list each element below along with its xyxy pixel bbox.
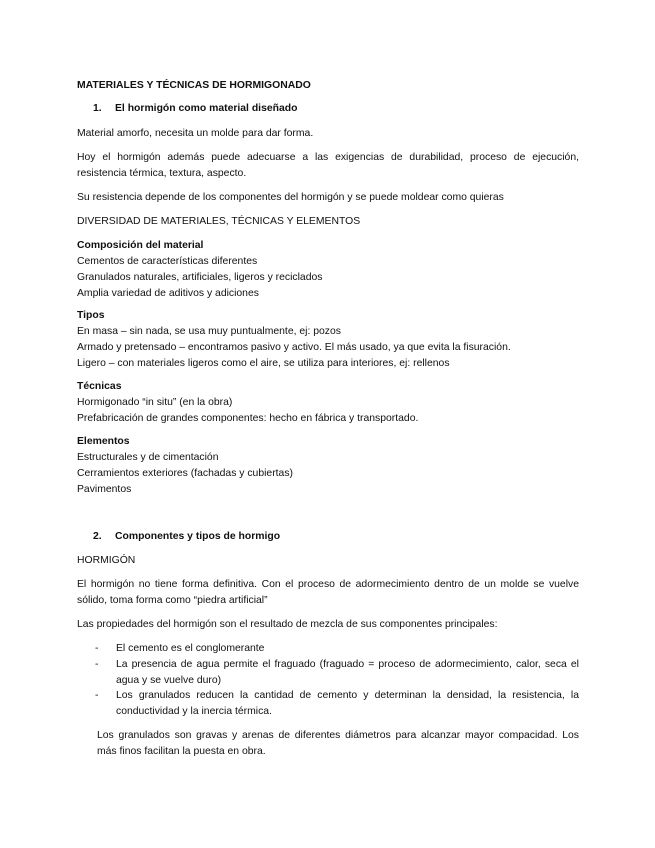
paragraph-line: sólido, toma forma como “piedra artificial” — [77, 595, 268, 606]
group-heading: Composición del material — [77, 240, 204, 251]
subsection-title: DIVERSIDAD DE MATERIALES, TÉCNICAS Y ELEMENTOS — [77, 216, 361, 227]
document-title: MATERIALES Y TÉCNICAS DE HORMIGONADO — [77, 80, 311, 91]
list-item: En masa – sin nada, se usa muy puntualmente, ej: pozos — [77, 326, 341, 337]
list-item: Hormigonado “in situ” (en la obra) — [77, 397, 233, 408]
paragraph-line: resistencia térmica, textura, aspecto. — [77, 168, 247, 179]
section-2-heading — [93, 529, 280, 545]
bullet-dash: - — [95, 690, 99, 701]
bullet-dash: - — [95, 643, 99, 654]
paragraph-line: más finos facilitan la puesta en obra. — [97, 746, 266, 757]
list-item: Ligero – con materiales ligeros como el aire, se utiliza para interiores, ej: rellenos — [77, 358, 450, 369]
bullet-dash: - — [95, 659, 99, 670]
bullet-item: La presencia de agua permite el fraguado (fraguado = proceso de adormecimiento, calor, seca el — [116, 659, 579, 670]
bullet-item-continuation: conductividad y la inercia térmica. — [116, 706, 272, 717]
list-item: Prefabricación de grandes componentes: hecho en fábrica y transportado. — [77, 413, 419, 424]
list-item: Amplia variedad de aditivos y adiciones — [77, 288, 259, 299]
paragraph-line: Hoy el hormigón además puede adecuarse a las exigencias de durabilidad, proceso de ejecución, — [77, 152, 579, 163]
section-1-title: El hormigón como material diseñado — [115, 103, 298, 114]
paragraph: Las propiedades del hormigón son el resultado de mezcla de sus componentes principales: — [77, 619, 498, 630]
list-item: Pavimentos — [77, 484, 132, 495]
list-item: Cerramientos exteriores (fachadas y cubiertas) — [77, 468, 293, 479]
paragraph-line: El hormigón no tiene forma definitiva. Con el proceso de adormecimiento dentro de un molde se vuelve — [77, 579, 579, 590]
list-item: Armado y pretensado – encontramos pasivo y activo. El más usado, ya que evita la fisuración. — [77, 342, 511, 353]
section-2-title: Componentes y tipos de hormigo — [115, 531, 281, 542]
paragraph: Material amorfo, necesita un molde para dar forma. — [77, 128, 314, 139]
list-item: Cementos de características diferentes — [77, 256, 258, 267]
paragraph-line: Los granulados son gravas y arenas de diferentes diámetros para alcanzar mayor compacidad. Los — [97, 730, 579, 741]
bullet-item: El cemento es el conglomerante — [116, 643, 265, 654]
list-item: Estructurales y de cimentación — [77, 452, 219, 463]
section-2-number: 2. — [93, 531, 102, 542]
group-heading: Tipos — [77, 310, 105, 321]
group-heading: Técnicas — [77, 381, 122, 392]
paragraph: Su resistencia depende de los componentes del hormigón y se puede moldear como quieras — [77, 192, 504, 203]
section-1-heading — [93, 101, 297, 117]
bullet-item: Los granulados reducen la cantidad de cemento y determinan la densidad, la resistencia, la — [116, 690, 579, 701]
group-heading: Elementos — [77, 436, 130, 447]
list-item: Granulados naturales, artificiales, ligeros y reciclados — [77, 272, 323, 283]
subsection-title: HORMIGÓN — [77, 555, 136, 566]
section-1-number: 1. — [93, 103, 102, 114]
bullet-item-continuation: agua y se vuelve duro) — [116, 675, 222, 686]
